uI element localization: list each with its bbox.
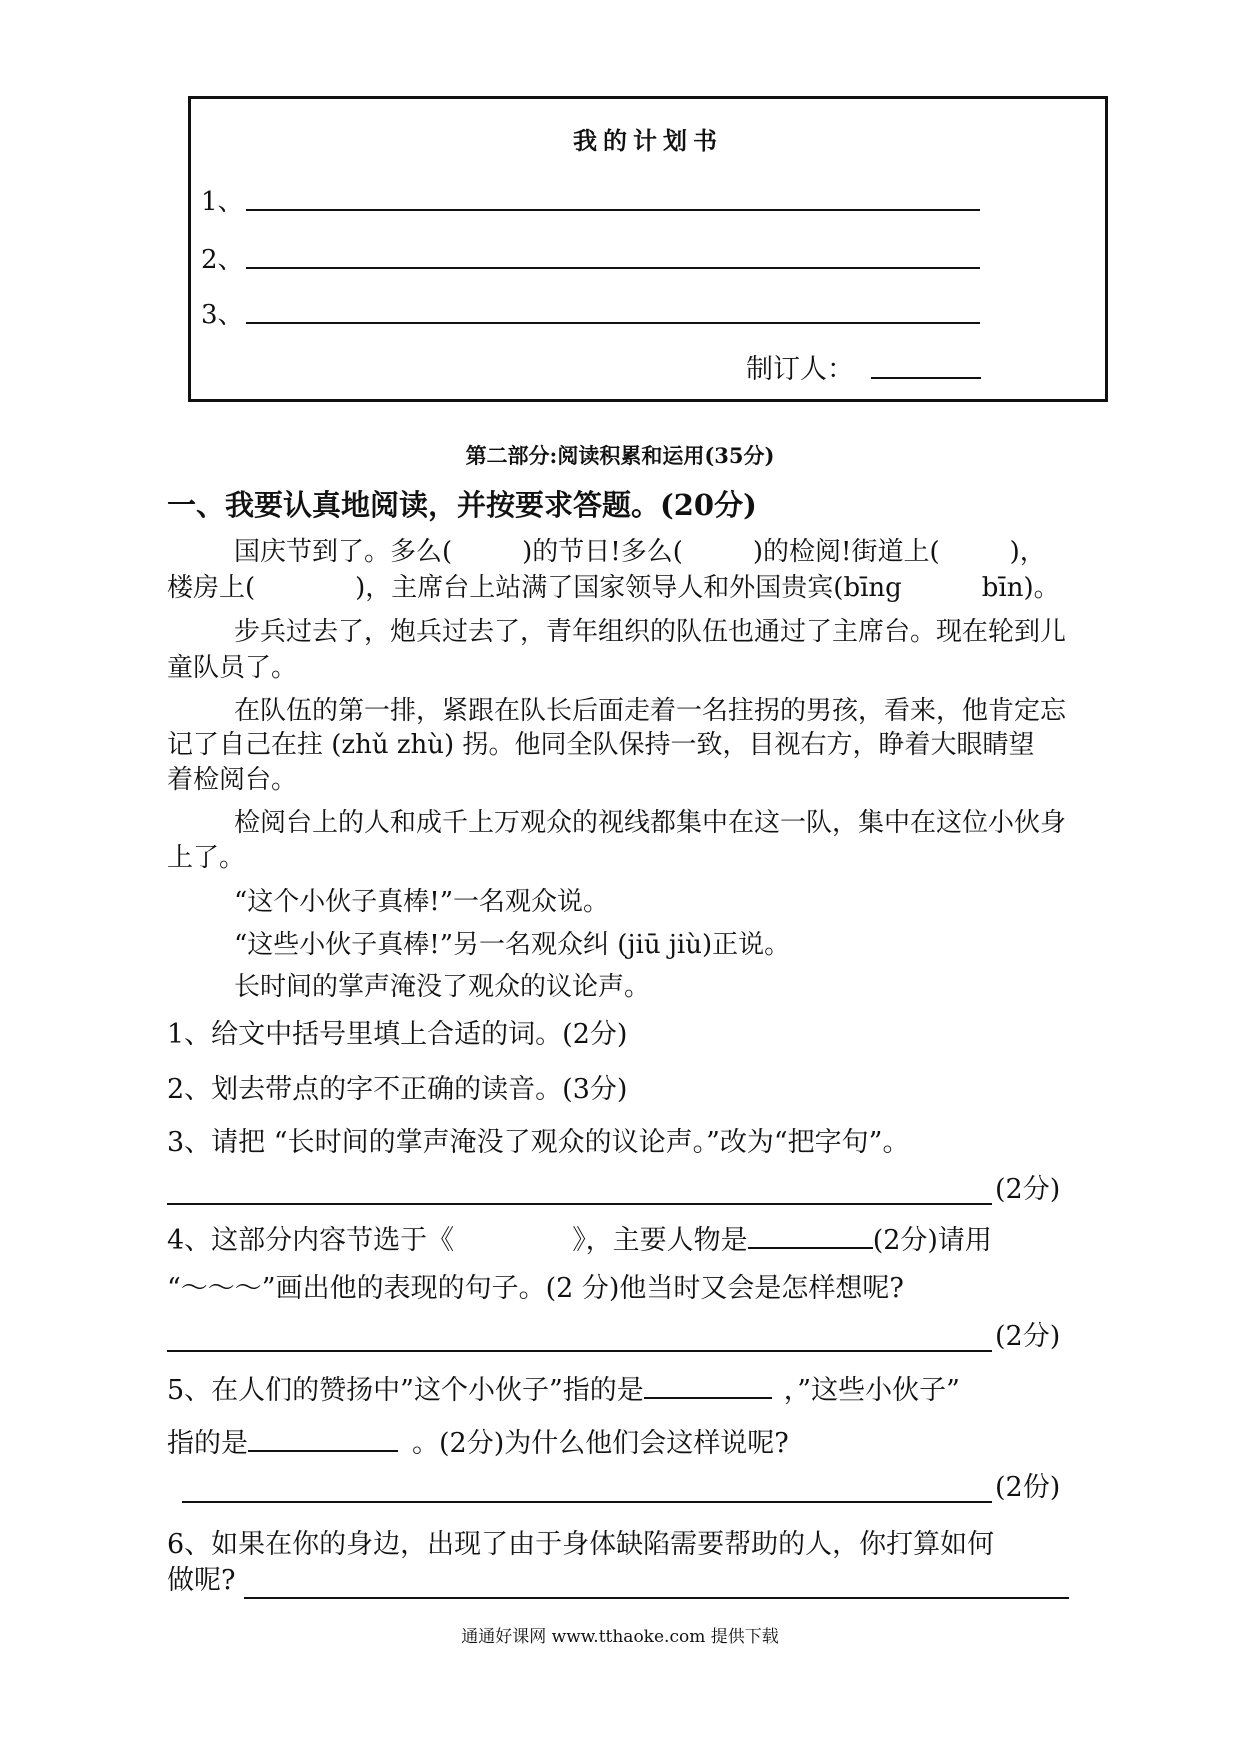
part2-heading: 第二部分:阅读积累和运用(35分): [465, 443, 775, 468]
question-3-score: (2分): [995, 1174, 1061, 1205]
these-guys-blank[interactable]: [248, 1424, 398, 1452]
question-2: 2、划去带点的字不正确的读音。(3分): [167, 1074, 628, 1105]
passage-text: )，: [1009, 537, 1046, 567]
passage-p4-line2: 上了。: [167, 843, 246, 873]
plan-title: 我的计划书: [573, 126, 723, 155]
passage-p4-line1: 检阅台上的人和成千上万观众的视线都集中在这一队，集中在这位小伙身: [234, 808, 1067, 838]
question-text: 4、这部分内容节选于《: [167, 1225, 455, 1256]
section1-heading: 一、我要认真地阅读，并按要求答题。(20分): [167, 488, 757, 522]
passage-p3-line2: 记了自己在拄 (zhǔ zhù) 拐。他同全队保持一致，目视右方，睁着大眼睛望: [167, 730, 1035, 760]
passage-p2-line1: 步兵过去了，炮兵过去了，青年组织的队伍也通过了主席台。现在轮到儿: [234, 617, 1067, 647]
question-4-line2: “～～～”画出他的表现的句子。(2 分)他当时又会是怎样想呢?: [167, 1273, 904, 1304]
answer-line-q4[interactable]: [167, 1350, 992, 1352]
plan-item-3-label: 3、: [201, 300, 244, 330]
plan-item-3-line[interactable]: [246, 322, 980, 324]
question-text: 5、在人们的赞扬中”这个小伙子”指的是: [167, 1375, 644, 1406]
question-3: 3、请把 “长时间的掌声淹没了观众的议论声。”改为“把字句”。: [167, 1127, 910, 1158]
passage-text: 楼房上(: [167, 573, 256, 603]
passage-text: bīn)。: [981, 573, 1060, 603]
question-text: ，”这些小伙子”: [783, 1375, 960, 1406]
passage-p6: “这些小伙子真棒!”另一名观众纠 (jiū jiù)正说。: [234, 930, 791, 960]
question-1: 1、给文中括号里填上合适的词。(2分): [167, 1019, 628, 1050]
passage-p2-line2: 童队员了。: [167, 653, 298, 683]
question-5-line1: [167, 1371, 960, 1409]
answer-line-q6[interactable]: [244, 1597, 1069, 1599]
plan-item-1-line[interactable]: [246, 209, 980, 211]
plan-maker-label: 制订人：: [746, 354, 854, 385]
passage-p5: “这个小伙子真棒!”一名观众说。: [234, 887, 610, 917]
plan-item-2-label: 2、: [201, 245, 244, 275]
passage-p3-line1: 在队伍的第一排，紧跟在队长后面走着一名拄拐的男孩，看来，他肯定忘: [234, 696, 1067, 726]
question-4-line1: [167, 1221, 992, 1259]
plan-item-1-label: 1、: [201, 187, 244, 217]
passage-text: )，主席台上站满了国家领导人和外国贵宾(bīng: [355, 573, 902, 603]
this-guy-blank[interactable]: [644, 1371, 772, 1399]
answer-line-q5[interactable]: [182, 1501, 992, 1503]
plan-box: [188, 96, 1108, 402]
passage-text: 国庆节到了。多么(: [234, 537, 453, 567]
question-5-line2: [167, 1424, 789, 1462]
question-text: 。(2分)为什么他们会这样说呢?: [412, 1428, 789, 1459]
passage-p3-line3: 着检阅台。: [167, 765, 298, 795]
main-character-blank[interactable]: [748, 1221, 873, 1249]
question-6-line1: 6、如果在你的身边，出现了由于身体缺陷需要帮助的人，你打算如何: [167, 1529, 995, 1560]
question-6-line2: 做呢?: [167, 1565, 236, 1596]
question-text: 》，主要人物是: [572, 1225, 748, 1256]
question-text: 指的是: [167, 1428, 248, 1459]
passage-p1-line1: [234, 535, 1046, 569]
passage-p1-line2: [167, 571, 1060, 605]
footer-text: 通通好课网 www.tthaoke.com 提供下载: [461, 1627, 779, 1647]
plan-maker-line[interactable]: [871, 377, 981, 379]
question-4-score: (2分): [995, 1321, 1061, 1352]
passage-p7: 长时间的掌声淹没了观众的议论声。: [234, 972, 651, 1002]
passage-text: )的节日!多么(: [522, 537, 683, 567]
question-text: (2分)请用: [872, 1225, 992, 1256]
question-5-score: (2份): [995, 1472, 1061, 1503]
plan-item-2-line[interactable]: [246, 267, 980, 269]
answer-line-q3[interactable]: [167, 1203, 992, 1205]
passage-text: )的检阅!街道上(: [752, 537, 940, 567]
